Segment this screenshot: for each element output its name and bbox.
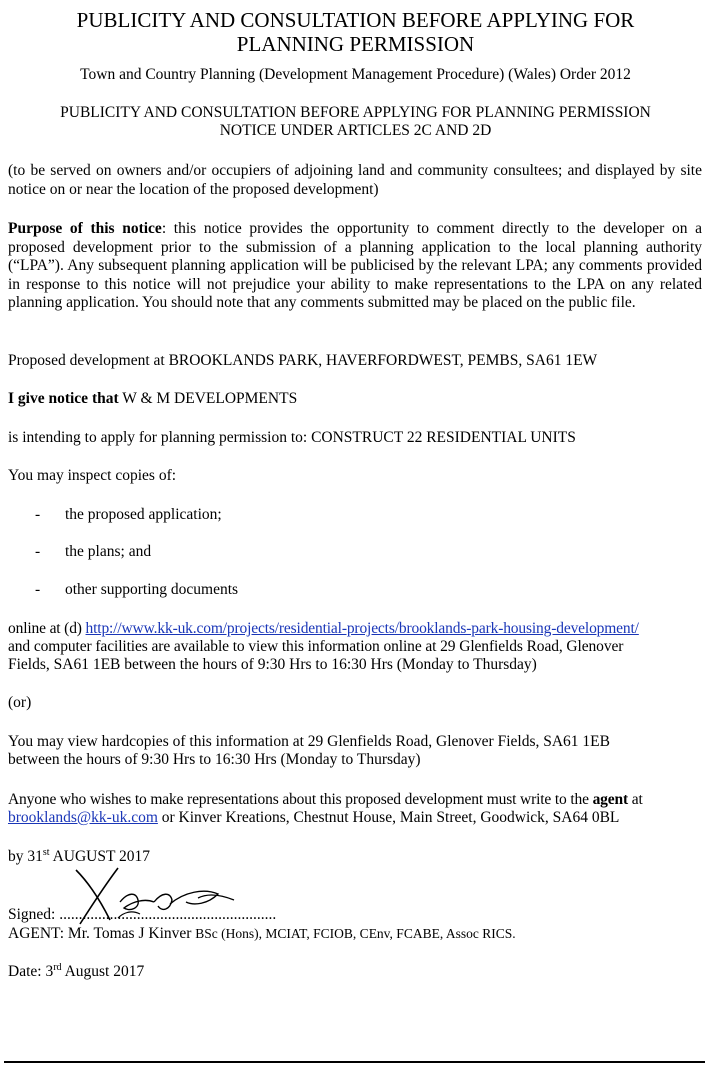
project-url-link[interactable]: http://www.kk-uk.com/projects/residential-projects/brooklands-park-housing-development/ [85, 620, 639, 637]
representations-text: Anyone who wishes to make representations about this proposed development must write to the [8, 791, 593, 808]
signed-label: Signed: [8, 906, 60, 923]
representations-line-1 [8, 791, 708, 810]
inspect-item-dash: - [35, 543, 41, 560]
computer-facilities-line-2: Fields, SA61 1EB between the hours of 9:30 Hrs to 16:30 Hrs (Monday to Thursday) [8, 656, 537, 673]
signed-line [8, 906, 708, 925]
agent-address: or Kinver Kreations, Chestnut House, Main Street, Goodwick, SA64 0BL [157, 809, 620, 826]
hardcopies-line-2: between the hours of 9:30 Hrs to 16:30 Hrs (Monday to Thursday) [8, 751, 421, 768]
notice-subtitle-line-2: NOTICE UNDER ARTICLES 2C AND 2D [219, 122, 492, 139]
agent-email-link[interactable]: brooklands@kk-uk.com [8, 809, 158, 826]
online-line [8, 620, 708, 639]
document-title-line-1: PUBLICITY AND CONSULTATION BEFORE APPLYING FOR [76, 8, 635, 32]
agent-keyword: agent [592, 791, 628, 808]
date-line [8, 963, 708, 982]
give-notice-line [8, 390, 708, 409]
date-suffix: August 2017 [61, 963, 145, 980]
order-reference: Town and Country Planning (Development Management Procedure) (Wales) Order 2012 [80, 66, 631, 83]
deadline-suffix: AUGUST 2017 [49, 848, 151, 865]
agent-line [8, 925, 708, 944]
purpose-label: Purpose of this notice [8, 220, 162, 237]
inspect-item-dash: - [35, 506, 41, 523]
inspect-item-application: the proposed application; [65, 506, 222, 523]
or-separator: (or) [8, 694, 32, 711]
inspect-intro: You may inspect copies of: [8, 467, 177, 484]
date-prefix: Date: 3 [8, 963, 54, 980]
deadline-ordinal: st [42, 847, 50, 858]
notice-subtitle-line-1: PUBLICITY AND CONSULTATION BEFORE APPLYING FOR PLANNING PERMISSION [60, 104, 651, 121]
representations-at: at [627, 791, 643, 808]
inspect-item-supporting: other supporting documents [65, 581, 239, 598]
purpose-text: : this notice provides the opportunity to comment directly to the developer on a proposed development prior to the submission of a planning application to the local planning authority (“LPA”). Any subsequent planning application will be publicised by the relevant LPA; any comments provided in response to this notice will not prejudice your ability to make representations to the LPA on any related planning application. You should note that any comments submitted may be placed on the public file. [8, 220, 702, 311]
signature-dots: ........................................................ [59, 906, 277, 923]
served-note: (to be served on owners and/or occupiers of adjoining land and community consultees; and displayed by site notice on or near the location of the proposed development) [8, 162, 702, 198]
proposed-development: Proposed development at BROOKLANDS PARK, HAVERFORDWEST, PEMBS, SA61 1EW [8, 352, 598, 369]
document-title-line-2: PLANNING PERMISSION [236, 32, 475, 56]
bottom-divider [4, 1061, 705, 1063]
online-prefix: online at (d) [8, 620, 86, 637]
developer-name: W & M DEVELOPMENTS [118, 390, 298, 407]
hardcopies-line-1: You may view hardcopies of this information at 29 Glenfields Road, Glenover Fields, SA61 1EB [8, 733, 610, 750]
inspect-item-dash: - [35, 581, 41, 598]
computer-facilities-line-1: and computer facilities are available to view this information online at 29 Glenfields Road, Glenover [8, 638, 624, 655]
agent-qualifications: BSc (Hons), MCIAT, FCIOB, CEnv, FCABE, Assoc RICS. [195, 926, 516, 941]
give-notice-label: I give notice that [8, 390, 119, 407]
inspect-item-plans: the plans; and [65, 543, 152, 560]
date-ordinal: rd [53, 962, 62, 973]
purpose-paragraph [8, 220, 702, 313]
agent-name: AGENT: Mr. Tomas J Kinver [8, 925, 196, 942]
representations-line-2 [8, 809, 708, 828]
intending-line: is intending to apply for planning permission to: CONSTRUCT 22 RESIDENTIAL UNITS [8, 429, 576, 446]
deadline-prefix: by 31 [8, 848, 43, 865]
